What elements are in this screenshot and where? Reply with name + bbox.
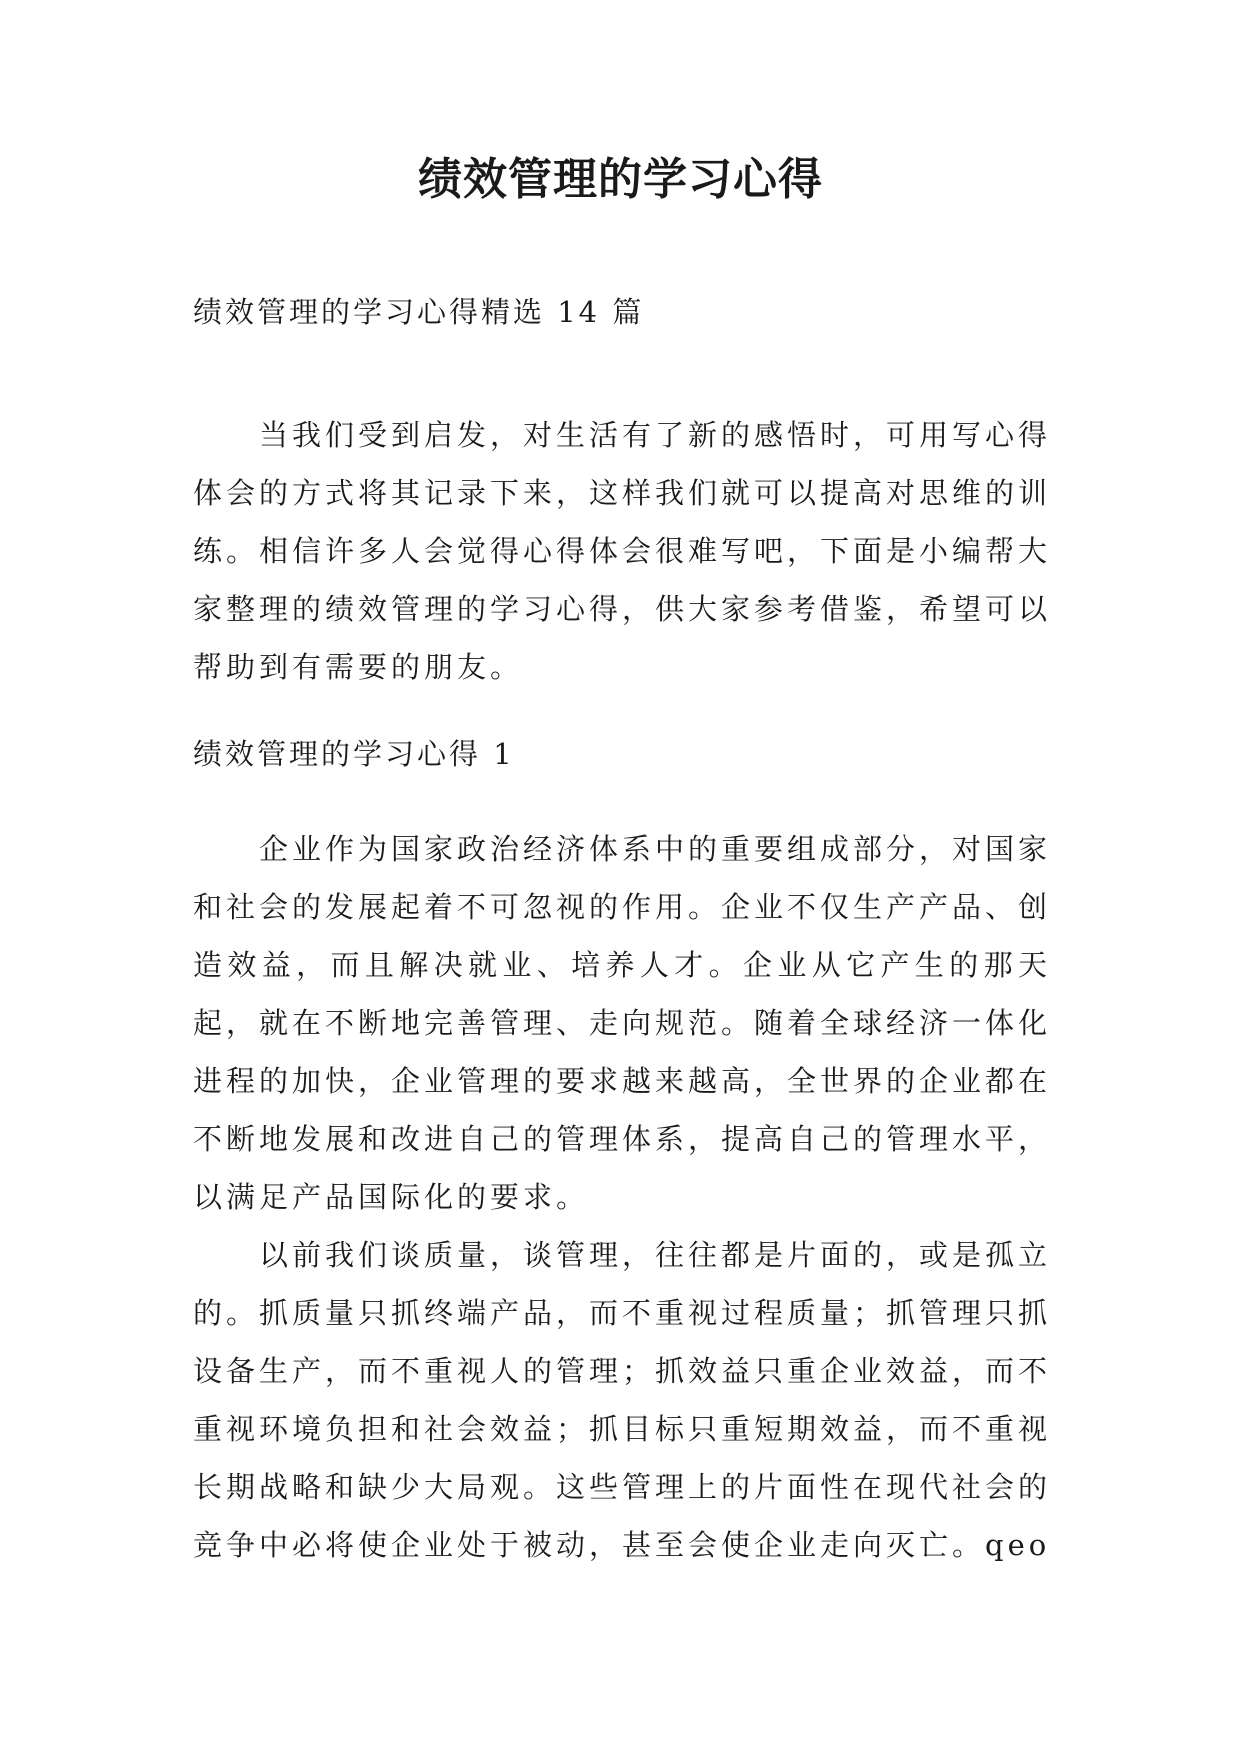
section-heading: 绩效管理的学习心得 1 — [193, 737, 515, 771]
section-paragraph: 以前我们谈质量，谈管理，往往都是片面的，或是孤立的。抓质量只抓终端产品，而不重视过程质量；抓管理只抓设备生产，而不重视人的管理；抓效益只重企业效益，而不重视环境负担和社会效益；抓目标只重短期效益，而不重视长期战略和缺少大局观。这些管理上的片面性在现代社会的竞争中必将使企业处于被动，甚至会使企业走向灭亡。qeo — [193, 1238, 1052, 1562]
intro-block — [193, 406, 1051, 696]
document-subtitle: 绩效管理的学习心得精选 14 篇 — [193, 295, 645, 329]
document-title: 绩效管理的学习心得 — [418, 154, 823, 205]
section-1-body — [193, 820, 1051, 1574]
section-1-heading-block — [193, 732, 1051, 776]
section-paragraph: 企业作为国家政治经济体系中的重要组成部分，对国家和社会的发展起着不可忽视的作用。企业不仅生产产品、创造效益，而且解决就业、培养人才。企业从它产生的那天起，就在不断地完善管理、走向规范。随着全球经济一体化进程的加快，企业管理的要求越来越高，全世界的企业都在不断地发展和改进自己的管理体系，提高自己的管理水平，以满足产品国际化的要求。 — [193, 832, 1052, 1214]
intro-paragraph: 当我们受到启发，对生活有了新的感悟时，可用写心得体会的方式将其记录下来，这样我们就可以提高对思维的训练。相信许多人会觉得心得体会很难写吧，下面是小编帮大家整理的绩效管理的学习心得，供大家参考借鉴，希望可以帮助到有需要的朋友。 — [193, 418, 1052, 684]
